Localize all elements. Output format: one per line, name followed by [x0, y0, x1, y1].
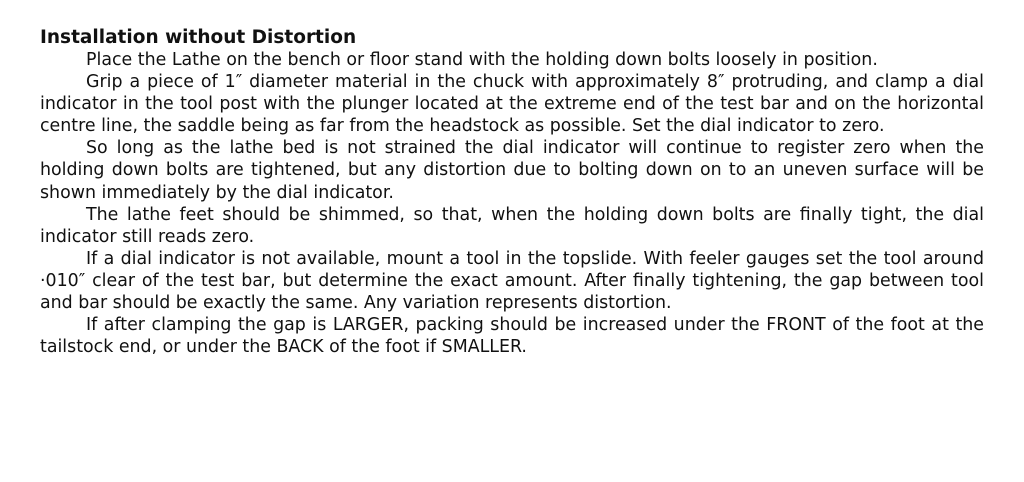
paragraph-strain-check: So long as the lathe bed is not strained the dial indicator will continue to register zero when the holding down bolts are tightened, but any distortion due to bolting down on to an uneven surface will be shown immediately by the dial indicator. [40, 138, 984, 203]
document-page [40, 26, 984, 358]
paragraph-placement: Place the Lathe on the bench or floor stand with the holding down bolts loosely in position. [86, 50, 878, 70]
section-heading: Installation without Distortion [40, 27, 357, 48]
paragraph-shimming: The lathe feet should be shimmed, so that, when the holding down bolts are finally tight, the dial indicator still reads zero. [40, 204, 984, 247]
paragraph-test-bar-setup: Grip a piece of 1″ diameter material in the chuck with approximately 8″ protruding, and clamp a dial indicator in the tool post with the plunger located at the extreme end of the test bar and on the horizontal centre line, the saddle being as far from the headstock as possible. Set the dial indicator to zero. [40, 72, 984, 137]
paragraph-packing-correction: If after clamping the gap is LARGER, packing should be increased under the FRONT of the foot at the tailstock end, or under the BACK of the foot if SMALLER. [40, 315, 984, 358]
paragraph-feeler-gauge-method: If a dial indicator is not available, mount a tool in the topslide. With feeler gauges set the tool around ·010″ clear of the test bar, but determine the exact amount. After finally tightening, the gap between tool and bar should be exactly the same. Any variation represents distortion. [40, 248, 984, 314]
